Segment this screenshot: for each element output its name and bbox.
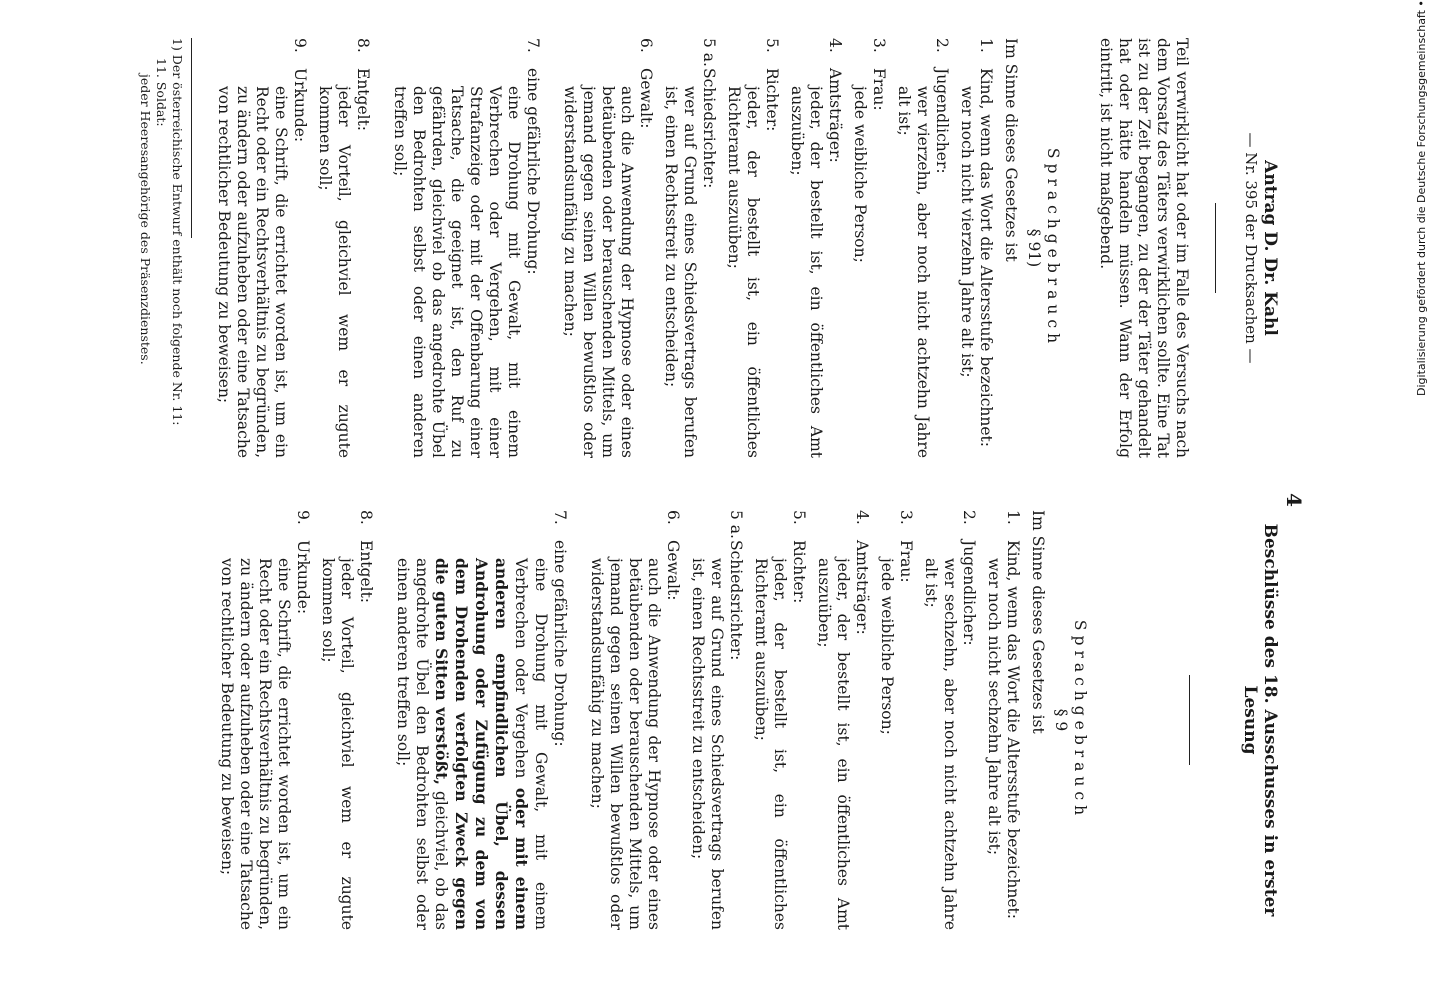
item-term: Urkunde:: [294, 540, 312, 615]
item-definition: auch die Anwendung der Hypnose oder eines betäubenden oder berauschenden Mittels, um jemand gegen seinen Willen bewußtlos oder widerstandsunfähig zu machen;: [561, 86, 636, 458]
left-section-title: Sprachgebrauch: [1044, 147, 1062, 349]
item-term: Kind, wenn das Wort die Altersstufe bezeichnet:: [977, 68, 995, 448]
item-number: 7.: [524, 38, 542, 53]
divider: [1215, 203, 1216, 293]
footnote-line: 11. Soldat:: [154, 58, 169, 127]
item-definition: jeder, der bestellt ist, ein öffentliches Richteramt auszuüben;: [752, 558, 789, 930]
item-definition: wer noch nicht sechzehn Jahre alt ist;: [985, 558, 1003, 856]
item-term: Kind, wenn das Wort die Altersstufe bezeichnet:: [1004, 540, 1022, 920]
footnote-divider: [191, 38, 192, 238]
left-paragraph-number: § 91): [1025, 228, 1043, 268]
right-column: [217, 510, 1280, 930]
item-definition: wer auf Grund eines Schiedsvertrags berufen ist, einen Rechtsstreit zu entscheiden;: [689, 558, 726, 930]
list-item: [921, 510, 978, 930]
item-term: Entgelt:: [354, 68, 372, 132]
item-number: 8.: [357, 510, 375, 525]
list-item: [850, 38, 888, 458]
list-item: [984, 510, 1022, 930]
item-term: Jugendlicher:: [960, 540, 978, 646]
item-number: 4.: [853, 510, 871, 525]
document-page: [0, 30, 1320, 970]
footnote-line: 1) Der österreichische Entwurf enthält noch folgende Nr. 11:: [170, 38, 185, 426]
item-definition: eine Schrift, die errichtet worden ist, um ein Recht oder ein Rechtsverhältnis zu begründen, zu ändern oder aufzuheben oder eine Tatsache von rechtlicher Bedeutung zu beweisen;: [215, 86, 290, 458]
item-definition: jeder, der bestellt ist, ein öffentliches Amt auszuüben;: [815, 558, 852, 930]
list-item: [560, 38, 655, 458]
item-number: 9.: [291, 38, 309, 53]
left-column-subheading: — Nr. 395 der Drucksachen —: [1242, 132, 1260, 364]
page-number: 4: [1282, 493, 1306, 507]
item-definition: jeder, der bestellt ist, ein öffentliches Richteramt auszuüben;: [725, 86, 762, 458]
item-definition: eine Schrift, die errichtet worden ist, um ein Recht oder ein Rechtsverhältnis zu begründen, zu ändern oder aufzuheben oder eine Tatsache von rechtlicher Bedeutung zu beweisen;: [218, 558, 293, 930]
item-definition: jeder Vorteil, gleichviel wem er zugute kommen soll;: [319, 558, 356, 930]
item-definition: jede weibliche Person;: [878, 558, 896, 735]
footnote: [137, 38, 185, 458]
item-number: 3.: [870, 38, 888, 53]
left-intro-text: Teil verwirklicht hat oder im Falle des Versuchs nach dem Vorsatz des Täters verwirklichen sollte. Eine Tat ist zu der Zeit begangen, zu der der Täter gehandelt hat oder hätte handeln müssen. Wann der Erfolg eintritt, ist nicht maßgebend.: [1097, 38, 1191, 458]
item-term: eine gefährliche Drohung:: [551, 540, 569, 747]
list-item: [214, 38, 309, 458]
item-definition: eine Drohung mit Gewalt, mit einem Verbrechen oder Vergehen, mit einer Strafanzeige oder mit der Offenbarung einer Tatsache, die geeignet ist, den Ruf zu gefährden, gleichviel ob das angedrohte Übel den Bedrohten selbst oder einen anderen treffen soll;: [391, 86, 523, 458]
list-item: [390, 38, 542, 458]
item-term: Frau:: [897, 540, 915, 583]
item-number: 5.: [763, 38, 781, 53]
list-item: [957, 38, 995, 458]
definition-text: eine Drohung mit Gewalt, mit einem Verbrechen oder Vergehen: [512, 558, 550, 930]
item-definition: wer noch nicht vierzehn Jahre alt ist;: [958, 86, 976, 378]
item-number: 9.: [294, 510, 312, 525]
item-term: Entgelt:: [357, 540, 375, 604]
item-definition: wer vierzehn, aber noch nicht achtzehn Jahre alt ist;: [895, 86, 932, 458]
divider: [1189, 675, 1190, 765]
right-section-title: Sprachgebrauch: [1071, 619, 1089, 821]
item-number: 5 a.: [700, 38, 718, 67]
attribution-sidebar: [1414, 0, 1430, 396]
list-item: [724, 38, 781, 458]
right-lead-text: Im Sinne dieses Gesetzes ist: [1029, 510, 1047, 734]
item-number: 7.: [551, 510, 569, 525]
footnote-line: jeder Heeresangehörige des Präsenzdienstes.: [138, 74, 153, 365]
attribution-text: Digitalisierung gefördert durch die Deutsche Forschungsgemeinschaft •: [1415, 0, 1428, 396]
item-definition: wer sechzehn, aber noch nicht achtzehn Jahre alt ist;: [922, 558, 959, 930]
list-item: [877, 510, 915, 930]
item-number: 8.: [354, 38, 372, 53]
item-term: Jugendlicher:: [933, 68, 951, 174]
item-definition: wer auf Grund eines Schiedsvertrags berufen ist, einen Rechtsstreit zu entscheiden;: [662, 86, 699, 458]
item-definition: jede weibliche Person;: [851, 86, 869, 263]
list-item: [751, 510, 808, 930]
item-definition: auch die Anwendung der Hypnose oder eines betäubenden oder berauschenden Mittels, um jemand gegen seinen Willen bewußtlos oder widerstandsunfähig zu machen;: [588, 558, 663, 930]
item-term: Amtsträger:: [826, 68, 844, 163]
item-number: 2.: [933, 38, 951, 53]
item-term: Gewalt:: [637, 68, 655, 129]
item-number: 1.: [1004, 510, 1022, 525]
item-term: Schiedsrichter:: [727, 540, 745, 661]
list-item: [318, 510, 375, 930]
item-term: Frau:: [870, 68, 888, 111]
item-number: 1.: [977, 38, 995, 53]
left-column: [137, 38, 1280, 458]
list-item: [217, 510, 312, 930]
item-number: 5.: [790, 510, 808, 525]
definition-text: gleichviel, ob das angedrohte Übel den Bedrohten selbst oder einen anderen treffen soll;: [394, 558, 450, 930]
list-item: [894, 38, 951, 458]
item-term: Amtsträger:: [853, 540, 871, 635]
list-item: [315, 38, 372, 458]
right-paragraph-number: § 9: [1052, 708, 1070, 732]
list-item: [787, 38, 844, 458]
left-column-heading: Antrag D. Dr. Kahl: [1260, 160, 1280, 336]
list-item: [814, 510, 871, 930]
item-number: 4.: [826, 38, 844, 53]
list-item: [661, 38, 718, 458]
item-term: Gewalt:: [664, 540, 682, 601]
item-number: 6.: [664, 510, 682, 525]
item-number: 2.: [960, 510, 978, 525]
item-definition: jeder, der bestellt ist, ein öffentliches Amt auszuüben;: [788, 86, 825, 458]
item-number: 5 a.: [727, 510, 745, 539]
right-column-heading: Beschlüsse des 18. Ausschusses in erster Lesung: [1240, 523, 1280, 917]
item-term: Richter:: [763, 68, 781, 132]
item-term: Urkunde:: [291, 68, 309, 143]
item-number: 6.: [637, 38, 655, 53]
item-definition: jeder Vorteil, gleichviel wem er zugute kommen soll;: [316, 86, 353, 458]
item-term: Schiedsrichter:: [700, 68, 718, 189]
item-number: 3.: [897, 510, 915, 525]
item-term: Richter:: [790, 540, 808, 604]
item-term: eine gefährliche Drohung:: [524, 68, 542, 275]
list-item: [393, 510, 569, 930]
item-definition: [393, 540, 550, 930]
amended-text: oder mit einem anderen empfindlichen Übel, dessen Androhung oder Zufügung zu dem von dem Drohenden verfolgten Zweck gegen die guten Sitten verstößt,: [432, 558, 531, 930]
list-item: [587, 510, 682, 930]
left-lead-text: Im Sinne dieses Gesetzes ist: [1002, 38, 1020, 262]
list-item: [688, 510, 745, 930]
